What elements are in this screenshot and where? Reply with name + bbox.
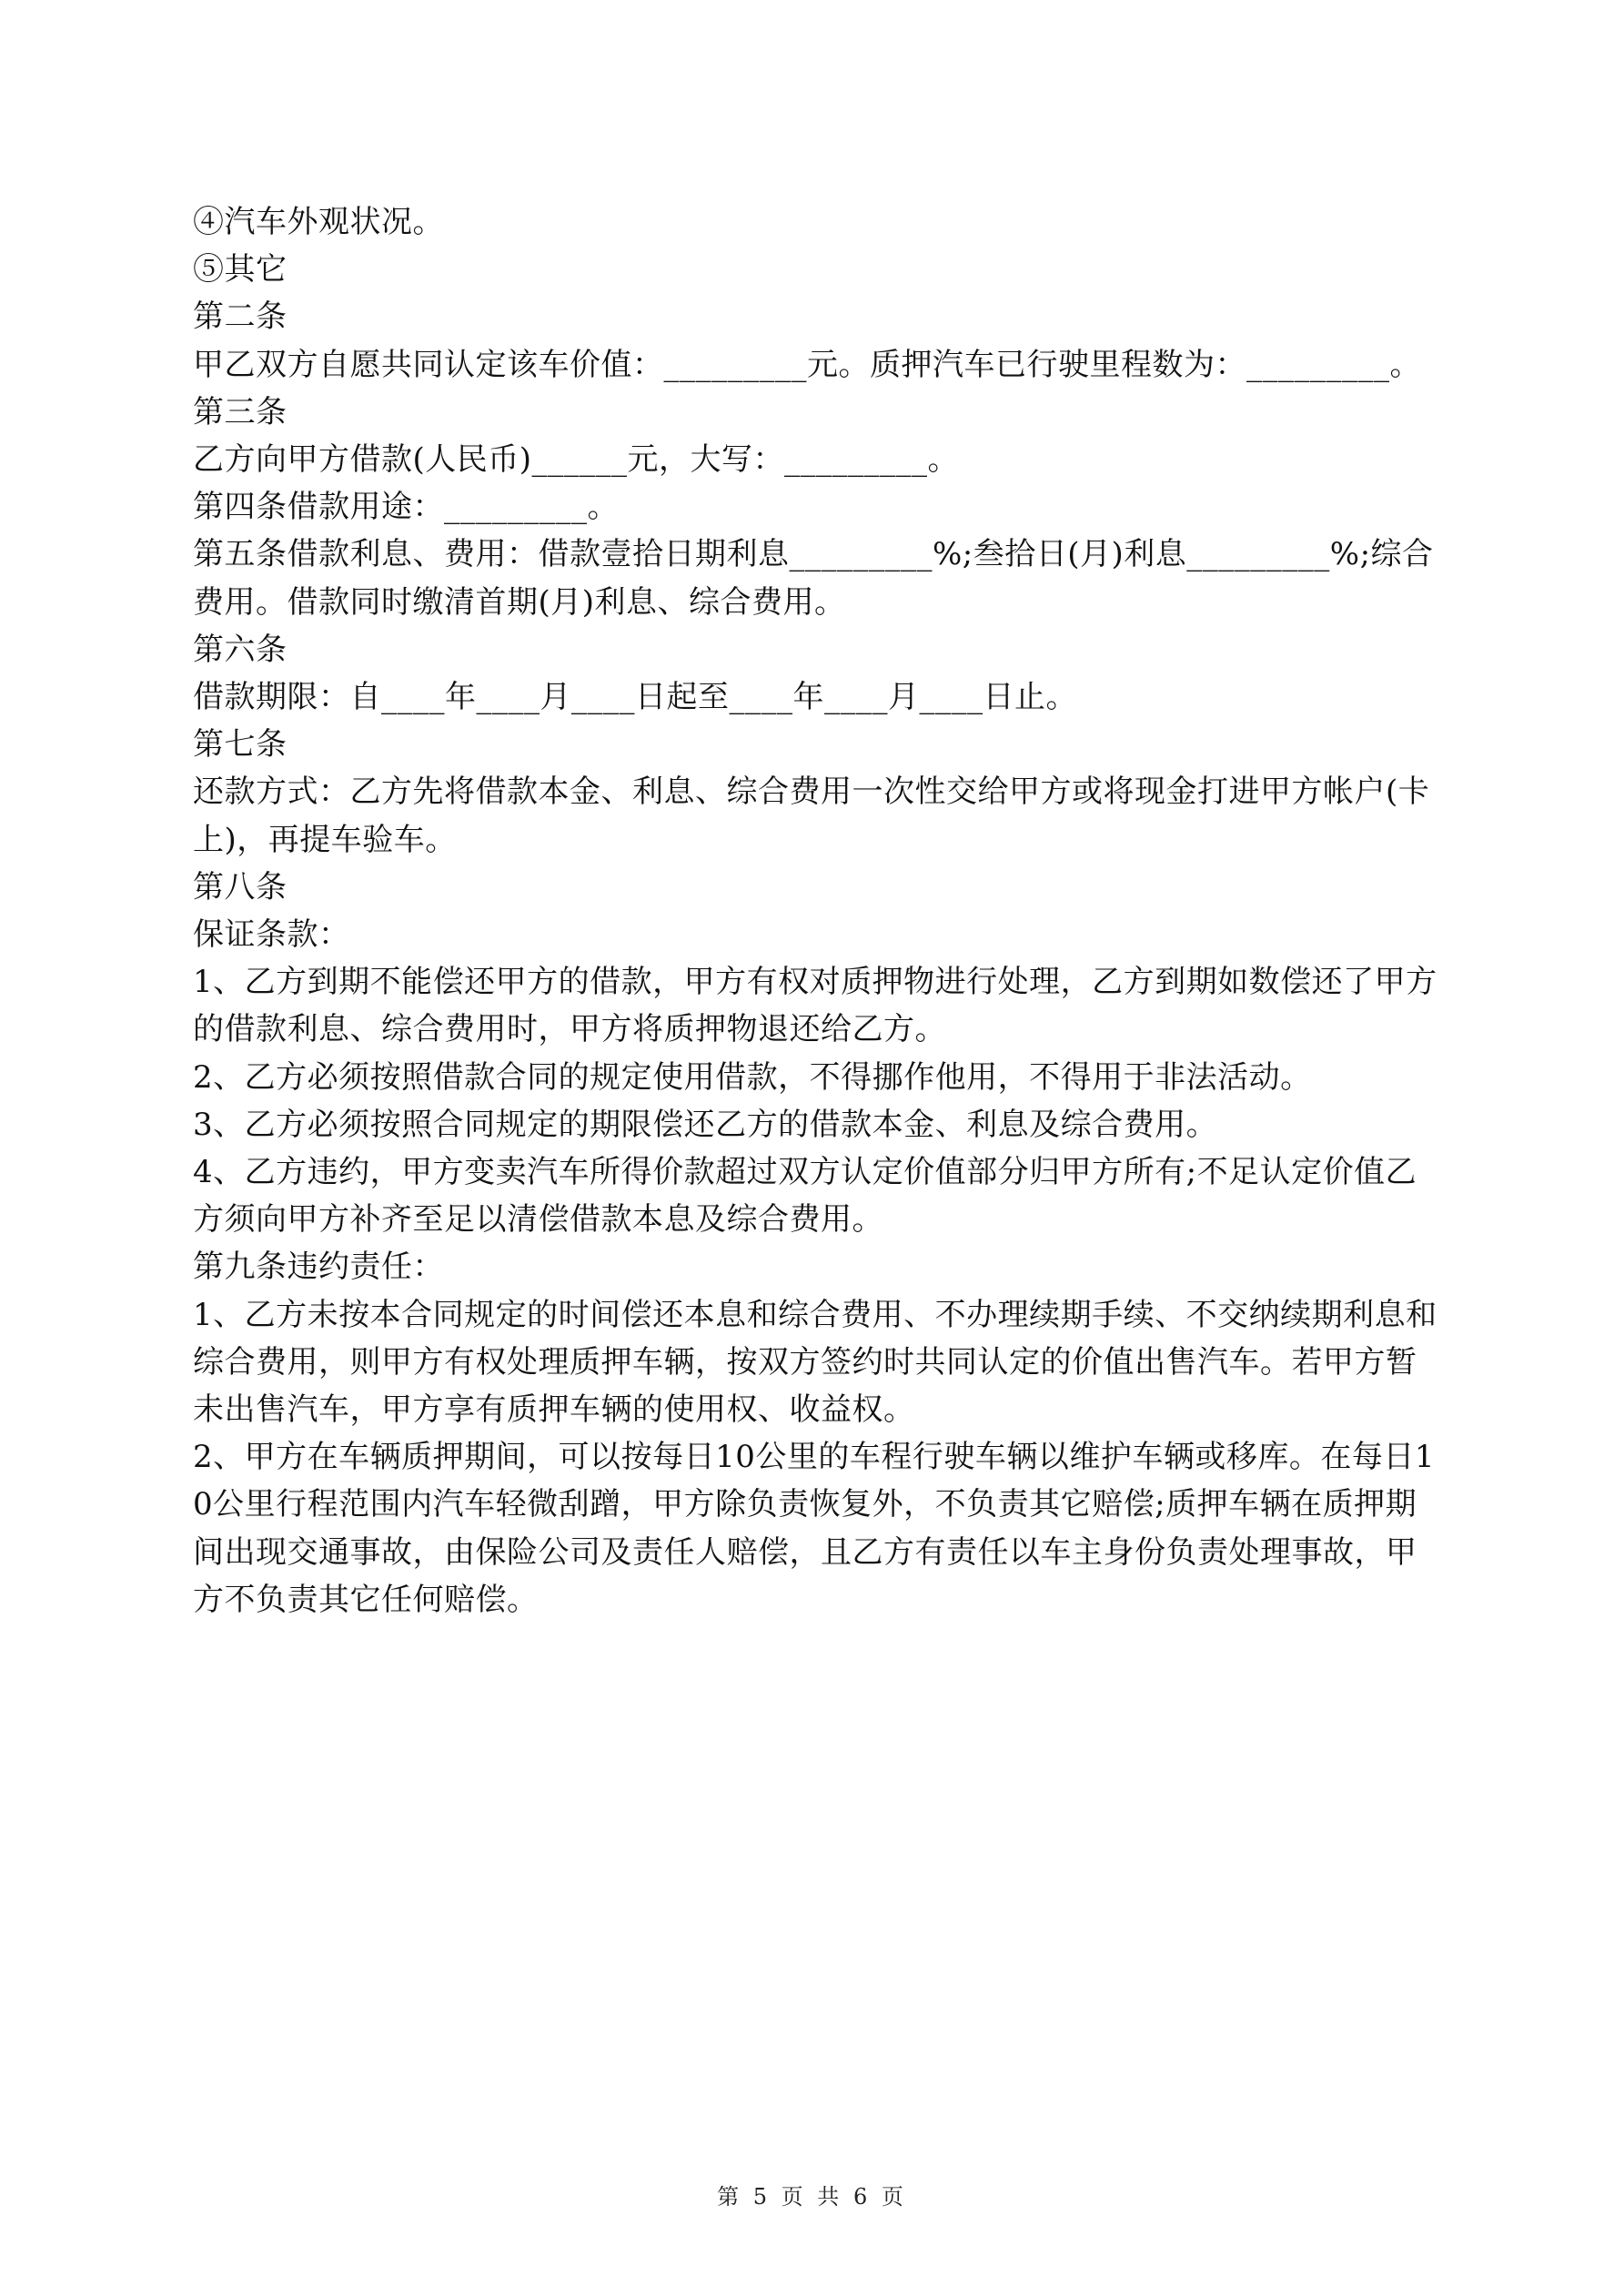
article-4-text: 第四条借款用途：_________。 [193, 489, 619, 526]
document-body [193, 198, 1439, 1623]
paragraph-item-5: ⑤其它 [193, 251, 287, 288]
article-7-text: 还款方式：乙方先将借款本金、利息、综合费用一次性交给甲方或将现金打进甲方帐户(卡上)，再提车验车。 [193, 774, 1430, 858]
article-2-text: 甲乙双方自愿共同认定该车价值：_________元。质押汽车已行驶里程数为：_________。 [193, 346, 1421, 383]
article-2-heading: 第二条 [193, 298, 287, 336]
article-3-heading: 第三条 [193, 393, 287, 430]
article-7-heading: 第七条 [193, 726, 287, 764]
guarantee-term-4: 4、乙方违约，甲方变卖汽车所得价款超过双方认定价值部分归甲方所有;不足认定价值乙方须向甲方补齐至足以清偿借款本息及综合费用。 [193, 1154, 1417, 1239]
article-9-heading: 第九条违约责任： [193, 1249, 444, 1286]
liability-term-2: 2、甲方在车辆质押期间，可以按每日10公里的车程行驶车辆以维护车辆或移库。在每日10公里行程范围内汽车轻微刮蹭，甲方除负责恢复外，不负责其它赔偿;质押车辆在质押期间出现交通事故，由保险公司及责任人赔偿，且乙方有责任以车主身份负责处理事故，甲方不负责其它任何赔偿。 [193, 1439, 1436, 1618]
liability-term-1: 1、乙方未按本合同规定的时间偿还本息和综合费用、不办理续期手续、不交纳续期利息和综合费用，则甲方有权处理质押车辆，按双方签约时共同认定的价值出售汽车。若甲方暂未出售汽车，甲方享有质押车辆的使用权、收益权。 [193, 1296, 1437, 1429]
guarantee-term-3: 3、乙方必须按照合同规定的期限偿还乙方的借款本金、利息及综合费用。 [193, 1106, 1218, 1143]
article-6-text: 借款期限：自____年____月____日起至____年____月____日止。 [193, 679, 1077, 716]
guarantee-term-1: 1、乙方到期不能偿还甲方的借款，甲方有权对质押物进行处理，乙方到期如数偿还了甲方的借款利息、综合费用时，甲方将质押物退还给乙方。 [193, 964, 1437, 1048]
guarantee-term-2: 2、乙方必须按照借款合同的规定使用借款，不得挪作他用，不得用于非法活动。 [193, 1058, 1312, 1096]
article-3-text: 乙方向甲方借款(人民币)______元，大写：_________。 [193, 441, 960, 479]
article-6-heading: 第六条 [193, 631, 287, 668]
guarantee-terms-heading: 保证条款： [193, 916, 350, 954]
article-8-heading: 第八条 [193, 868, 287, 905]
paragraph-item-4: ④汽车外观状况。 [193, 204, 444, 240]
page-number-footer: 第 5 页 共 6 页 [717, 2184, 907, 2210]
article-5-text: 第五条借款利息、费用：借款壹拾日期利息_________%;叁拾日(月)利息_________%;综合费用。借款同时缴清首期(月)利息、综合费用。 [193, 536, 1434, 621]
